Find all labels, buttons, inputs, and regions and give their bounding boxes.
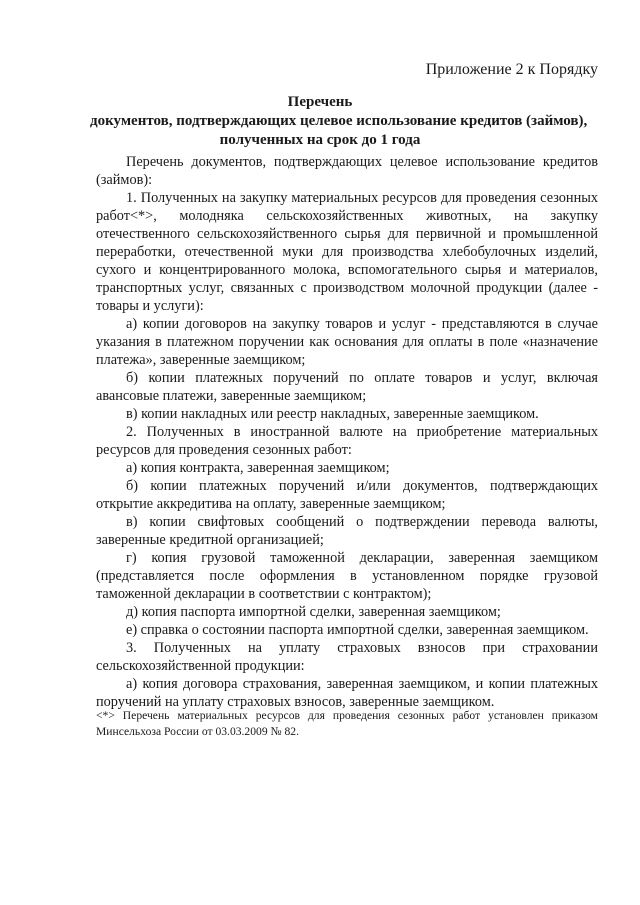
- title-line-3: полученных на срок до 1 года: [219, 132, 421, 148]
- section-1-item-v: в) копии накладных или реестр накладных, заверенные заемщиком.: [126, 406, 539, 422]
- footnote: <*> Перечень материальных ресурсов для проведения сезонных работ установлен приказом Минсельхоза России от 03.03.2009 № 82.: [96, 709, 598, 738]
- section-2-item-b: б) копии платежных поручений и/или документов, подтверждающих открытие аккредитива на оплату, заверенные заемщиком;: [96, 478, 598, 512]
- title-line-1: Перечень: [287, 94, 353, 110]
- intro-paragraph: Перечень документов, подтверждающих целевое использование кредитов (займов):: [96, 154, 598, 188]
- annex-label: Приложение 2 к Порядку: [425, 61, 598, 78]
- section-3-item-a: а) копия договора страхования, заверенная заемщиком, и копии платежных поручений на уплату страховых взносов, заверенные заемщиком.: [96, 676, 598, 710]
- section-2-item-v: в) копии свифтовых сообщений о подтверждении перевода валюты, заверенные кредитной организацией;: [96, 514, 598, 548]
- section-1-paragraph: 1. Полученных на закупку материальных ресурсов для проведения сезонных работ<*>, молодняка сельскохозяйственных животных, на закупку отечественного сельскохозяйственного сырья для первичной и промышленной переработки, отечественной муки для производства хлебобулочных изделий, сухого и концентрированного молока, вспомогательного сырья и материалов, транспортных услуг, связанных с производством молочной продукции (далее - товары и услуги):: [96, 190, 598, 314]
- document-body: [96, 153, 598, 711]
- section-2-paragraph: 2. Полученных в иностранной валюте на приобретение материальных ресурсов для проведения сезонных работ:: [96, 424, 598, 458]
- section-1-item-b: б) копии платежных поручений по оплате товаров и услуг, включая авансовые платежи, заверенные заемщиком;: [96, 370, 598, 404]
- document-title: [90, 93, 588, 150]
- section-1-item-a: а) копии договоров на закупку товаров и услуг - представляются в случае указания в платежном поручении как основания для оплаты в поле «назначение платежа», заверенные заемщиком;: [96, 316, 598, 368]
- section-2-item-a: а) копия контракта, заверенная заемщиком;: [126, 460, 390, 476]
- section-3-paragraph: 3. Полученных на уплату страховых взносов при страховании сельскохозяйственной продукции:: [96, 640, 598, 674]
- title-line-2: документов, подтверждающих целевое использование кредитов (займов),: [90, 113, 588, 129]
- section-2-item-g: г) копия грузовой таможенной декларации, заверенная заемщиком (представляется после оформления в установленном порядке грузовой таможенной декларации в соответствии с контрактом);: [96, 550, 598, 602]
- section-2-item-d: д) копия паспорта импортной сделки, заверенная заемщиком;: [126, 604, 501, 620]
- section-2-item-e: е) справка о состоянии паспорта импортной сделки, заверенная заемщиком.: [126, 622, 589, 638]
